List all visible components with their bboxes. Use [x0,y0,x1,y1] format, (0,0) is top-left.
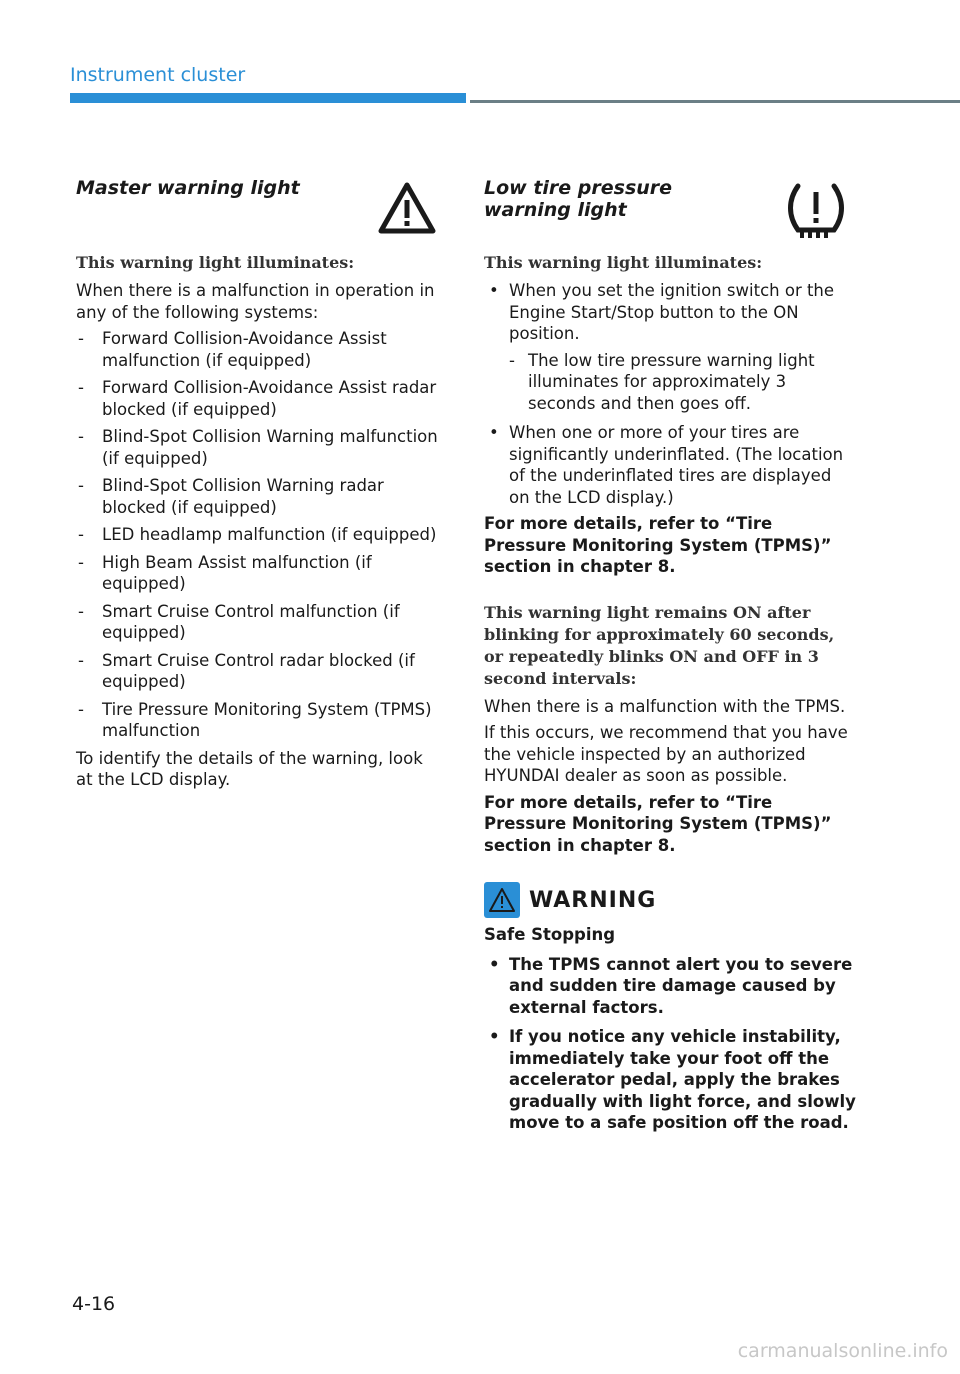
tpms-reference-2: For more details, refer to “Tire Pressure Monitoring System (TPMS)” section in chapter 8. [484,792,832,855]
tpms-inspection-text: If this occurs, we recommend that you have the vehicle inspected by an authorized HYUNDAI dealer as soon as possible. [484,723,848,785]
tpms-malfunction-lead: This warning light remains ON after blinking for approximately 60 seconds, or repeatedly blinks ON and OFF in 3 second intervals: [484,602,835,688]
sub-list [509,350,856,415]
tire-pressure-lead: This warning light illuminates: [484,253,763,272]
tire-pressure-title: Low tire pressure warning light [484,177,673,221]
list-item: - Forward Collision-Avoidance Assist malfunction (if equipped) [78,329,387,370]
list-item: • If you notice any vehicle instability, immediately take your foot off the accelerator pedal, apply the brakes gradually with light force, and slowly move to a safe position off the road. [489,1027,856,1132]
watermark: carmanualsonline.info [737,1340,948,1362]
header-bar-rule [470,100,960,103]
tire-pressure-heading [484,172,856,242]
warning-subtitle: Safe Stopping [484,925,616,944]
list-item: - High Beam Assist malfunction (if equipped) [78,552,372,593]
tire-pressure-section [484,172,856,1142]
list-item: - Smart Cruise Control radar blocked (if equipped) [78,650,415,691]
header-section-title: Instrument cluster [70,64,246,86]
header-bar-accent [70,93,466,103]
master-warning-heading [76,172,444,238]
tpms-malfunction-text: When there is a malfunction with the TPMS. [484,696,846,716]
master-warning-lead: This warning light illuminates: [76,253,355,272]
master-warning-title: Master warning light [76,177,300,199]
warning-label: WARNING [529,887,657,913]
list-item: - LED headlamp malfunction (if equipped) [78,525,437,544]
list-item: • The TPMS cannot alert you to severe and sudden tire damage caused by external factors. [489,954,853,1017]
malfunction-list [76,328,444,742]
tpms-reference-1: For more details, refer to “Tire Pressure Monitoring System (TPMS)” section in chapter 8. [484,514,832,576]
master-warning-closing: To identify the details of the warning, look at the LCD display. [76,748,423,789]
illumination-list [484,280,856,508]
list-item: - Smart Cruise Control malfunction (if equipped) [78,601,400,642]
warning-heading [484,882,856,918]
list-item: - Forward Collision-Avoidance Assist radar blocked (if equipped) [78,378,437,419]
warning-list [484,954,856,1134]
master-warning-section [76,172,444,796]
tire-pressure-icon [784,178,848,242]
warning-badge-icon [484,882,520,918]
list-item: - The low tire pressure warning light illuminates for approximately 3 seconds and then goes off. [509,350,815,413]
list-item: • When you set the ignition switch or the Engine Start/Stop button to the ON position. - The low tire pressure warning light illuminates for approximately 3 seconds and then goes off. [484,280,856,414]
warning-triangle-small-icon [488,887,516,913]
master-warning-intro: When there is a malfunction in operation in any of the following systems: [76,281,435,322]
list-item: - Tire Pressure Monitoring System (TPMS) malfunction [78,699,432,740]
list-item: - Blind-Spot Collision Warning malfunction (if equipped) [78,427,438,468]
warning-triangle-icon [376,180,438,238]
page-number: 4-16 [72,1293,116,1315]
list-item: • When one or more of your tires are significantly underinflated. (The location of the underinflated tires are displayed on the LCD display.) [489,423,844,507]
list-item: - Blind-Spot Collision Warning radar blocked (if equipped) [78,476,384,517]
